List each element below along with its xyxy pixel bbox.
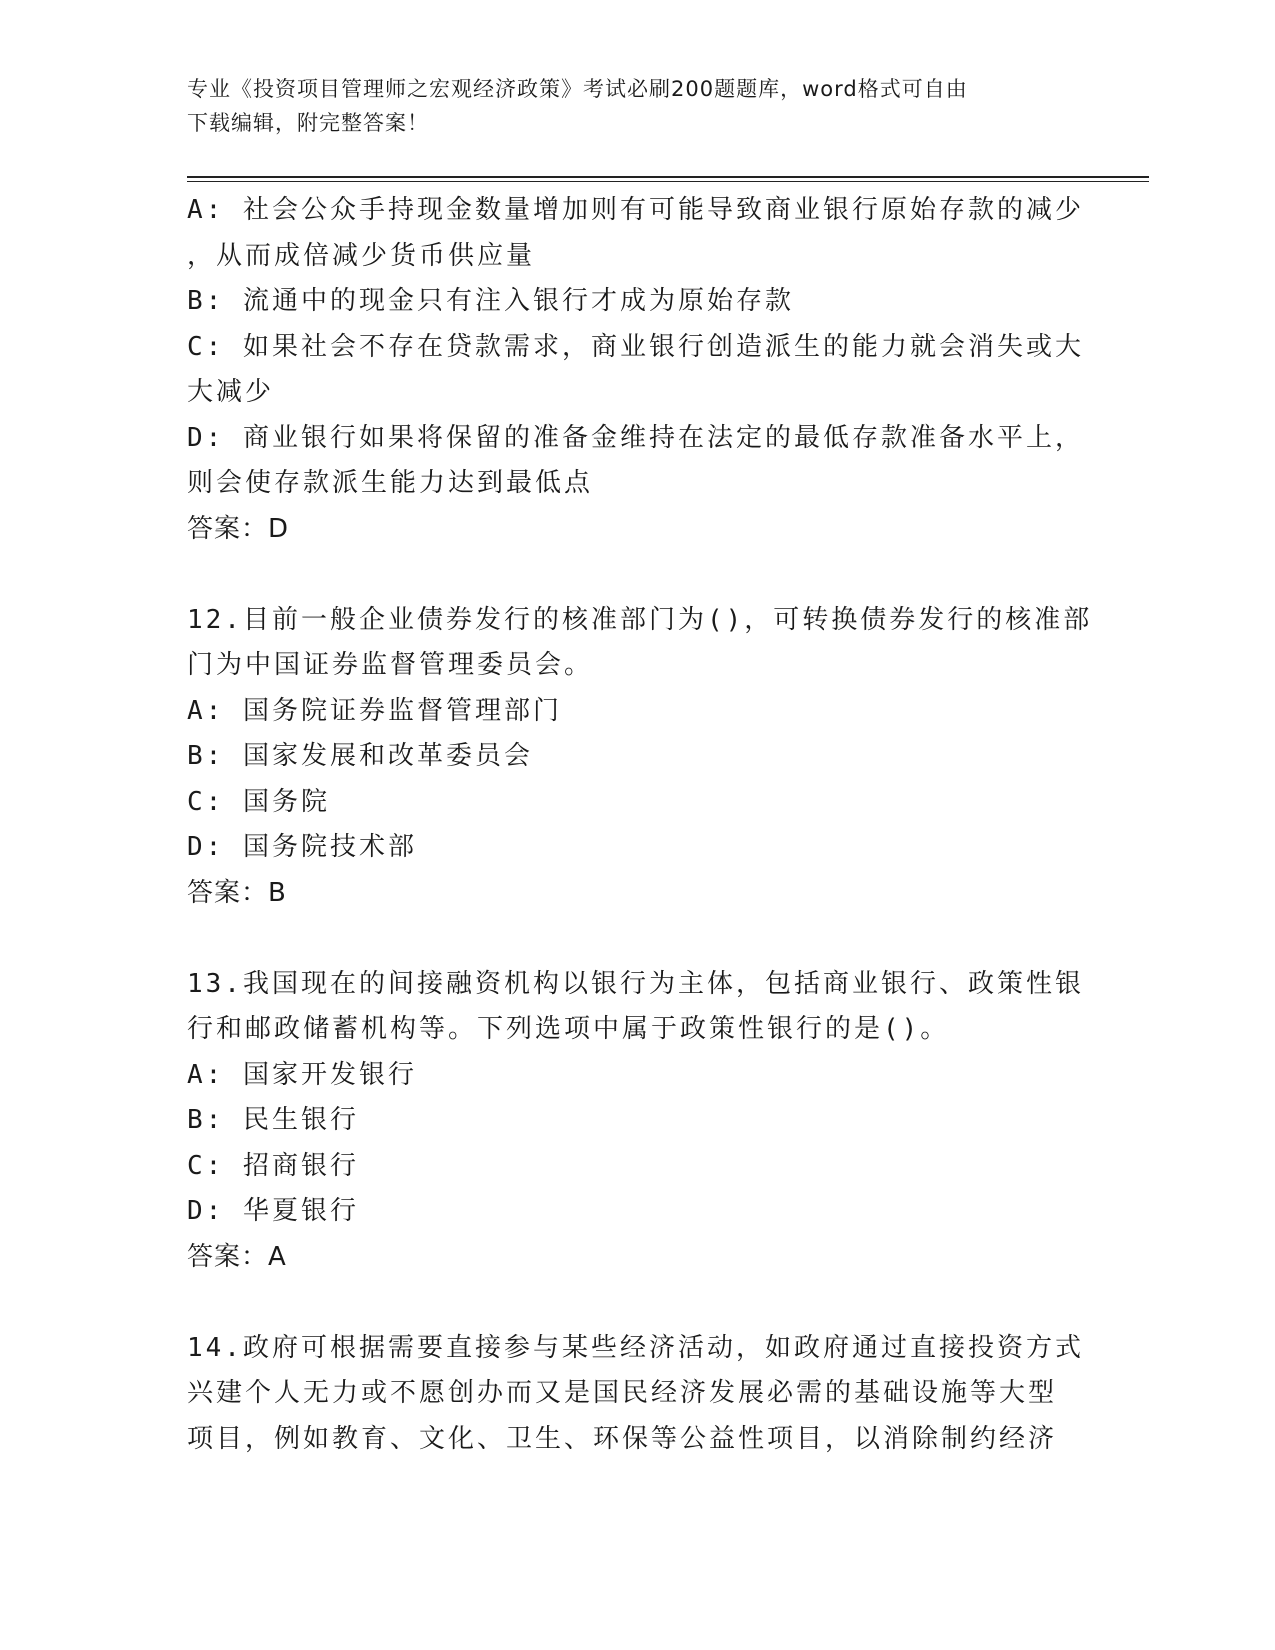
option-b: B: 民生银行 bbox=[187, 1105, 359, 1135]
option-c-line-2: 大减少 bbox=[187, 377, 275, 407]
question-stem-line-2: 行和邮政储蓄机构等。下列选项中属于政策性银行的是()。 bbox=[187, 1014, 950, 1044]
answer-label: 答案：B bbox=[187, 877, 287, 908]
question-11 bbox=[187, 188, 1084, 552]
option-a-line-2: ，从而成倍减少货币供应量 bbox=[187, 240, 536, 271]
option-a-line-1: A: 社会公众手持现金数量增加则有可能导致商业银行原始存款的减少 bbox=[187, 195, 1084, 225]
question-list bbox=[187, 188, 1093, 1462]
option-b: B: 国家发展和改革委员会 bbox=[187, 741, 533, 771]
option-d: D: 国务院技术部 bbox=[187, 832, 417, 862]
answer-label: 答案：A bbox=[187, 1241, 287, 1272]
spacer bbox=[187, 552, 1067, 598]
option-d-line-1: D: 商业银行如果将保留的准备金维持在法定的最低存款准备水平上， bbox=[187, 422, 1084, 453]
option-c-line-1: C: 如果社会不存在贷款需求，商业银行创造派生的能力就会消失或大 bbox=[187, 331, 1084, 362]
option-b: B: 流通中的现金只有注入银行才成为原始存款 bbox=[187, 286, 794, 316]
spacer bbox=[187, 916, 1067, 962]
header-title-line-1: 专业《投资项目管理师之宏观经济政策》考试必刷200题题库，word格式可自由 bbox=[187, 77, 968, 101]
question-stem-line-1: 12.目前一般企业债券发行的核准部门为()，可转换债券发行的核准部 bbox=[187, 604, 1093, 635]
question-stem-line-2: 门为中国证券监督管理委员会。 bbox=[187, 650, 594, 680]
option-a: A: 国家开发银行 bbox=[187, 1059, 417, 1090]
option-a: A: 国务院证券监督管理部门 bbox=[187, 695, 562, 726]
document-header bbox=[187, 72, 1067, 140]
option-d: D: 华夏银行 bbox=[187, 1196, 359, 1226]
question-stem-line-1: 13.我国现在的间接融资机构以银行为主体，包括商业银行、政策性银 bbox=[187, 968, 1084, 999]
header-divider bbox=[187, 176, 1149, 182]
header-title-line-2: 下载编辑，附完整答案！ bbox=[187, 111, 429, 135]
answer-label: 答案：D bbox=[187, 513, 290, 544]
option-c: C: 招商银行 bbox=[187, 1150, 359, 1181]
spacer bbox=[187, 1280, 1067, 1326]
question-12 bbox=[187, 598, 1093, 917]
option-c: C: 国务院 bbox=[187, 786, 330, 817]
option-d-line-2: 则会使存款派生能力达到最低点 bbox=[187, 468, 594, 498]
question-stem-line-2: 兴建个人无力或不愿创办而又是国民经济发展必需的基础设施等大型 bbox=[187, 1378, 1058, 1408]
question-14 bbox=[187, 1326, 1084, 1463]
question-stem-line-1: 14.政府可根据需要直接参与某些经济活动，如政府通过直接投资方式 bbox=[187, 1332, 1084, 1363]
question-stem-line-3: 项目，例如教育、文化、卫生、环保等公益性项目，以消除制约经济 bbox=[187, 1423, 1058, 1454]
question-13 bbox=[187, 962, 1084, 1281]
